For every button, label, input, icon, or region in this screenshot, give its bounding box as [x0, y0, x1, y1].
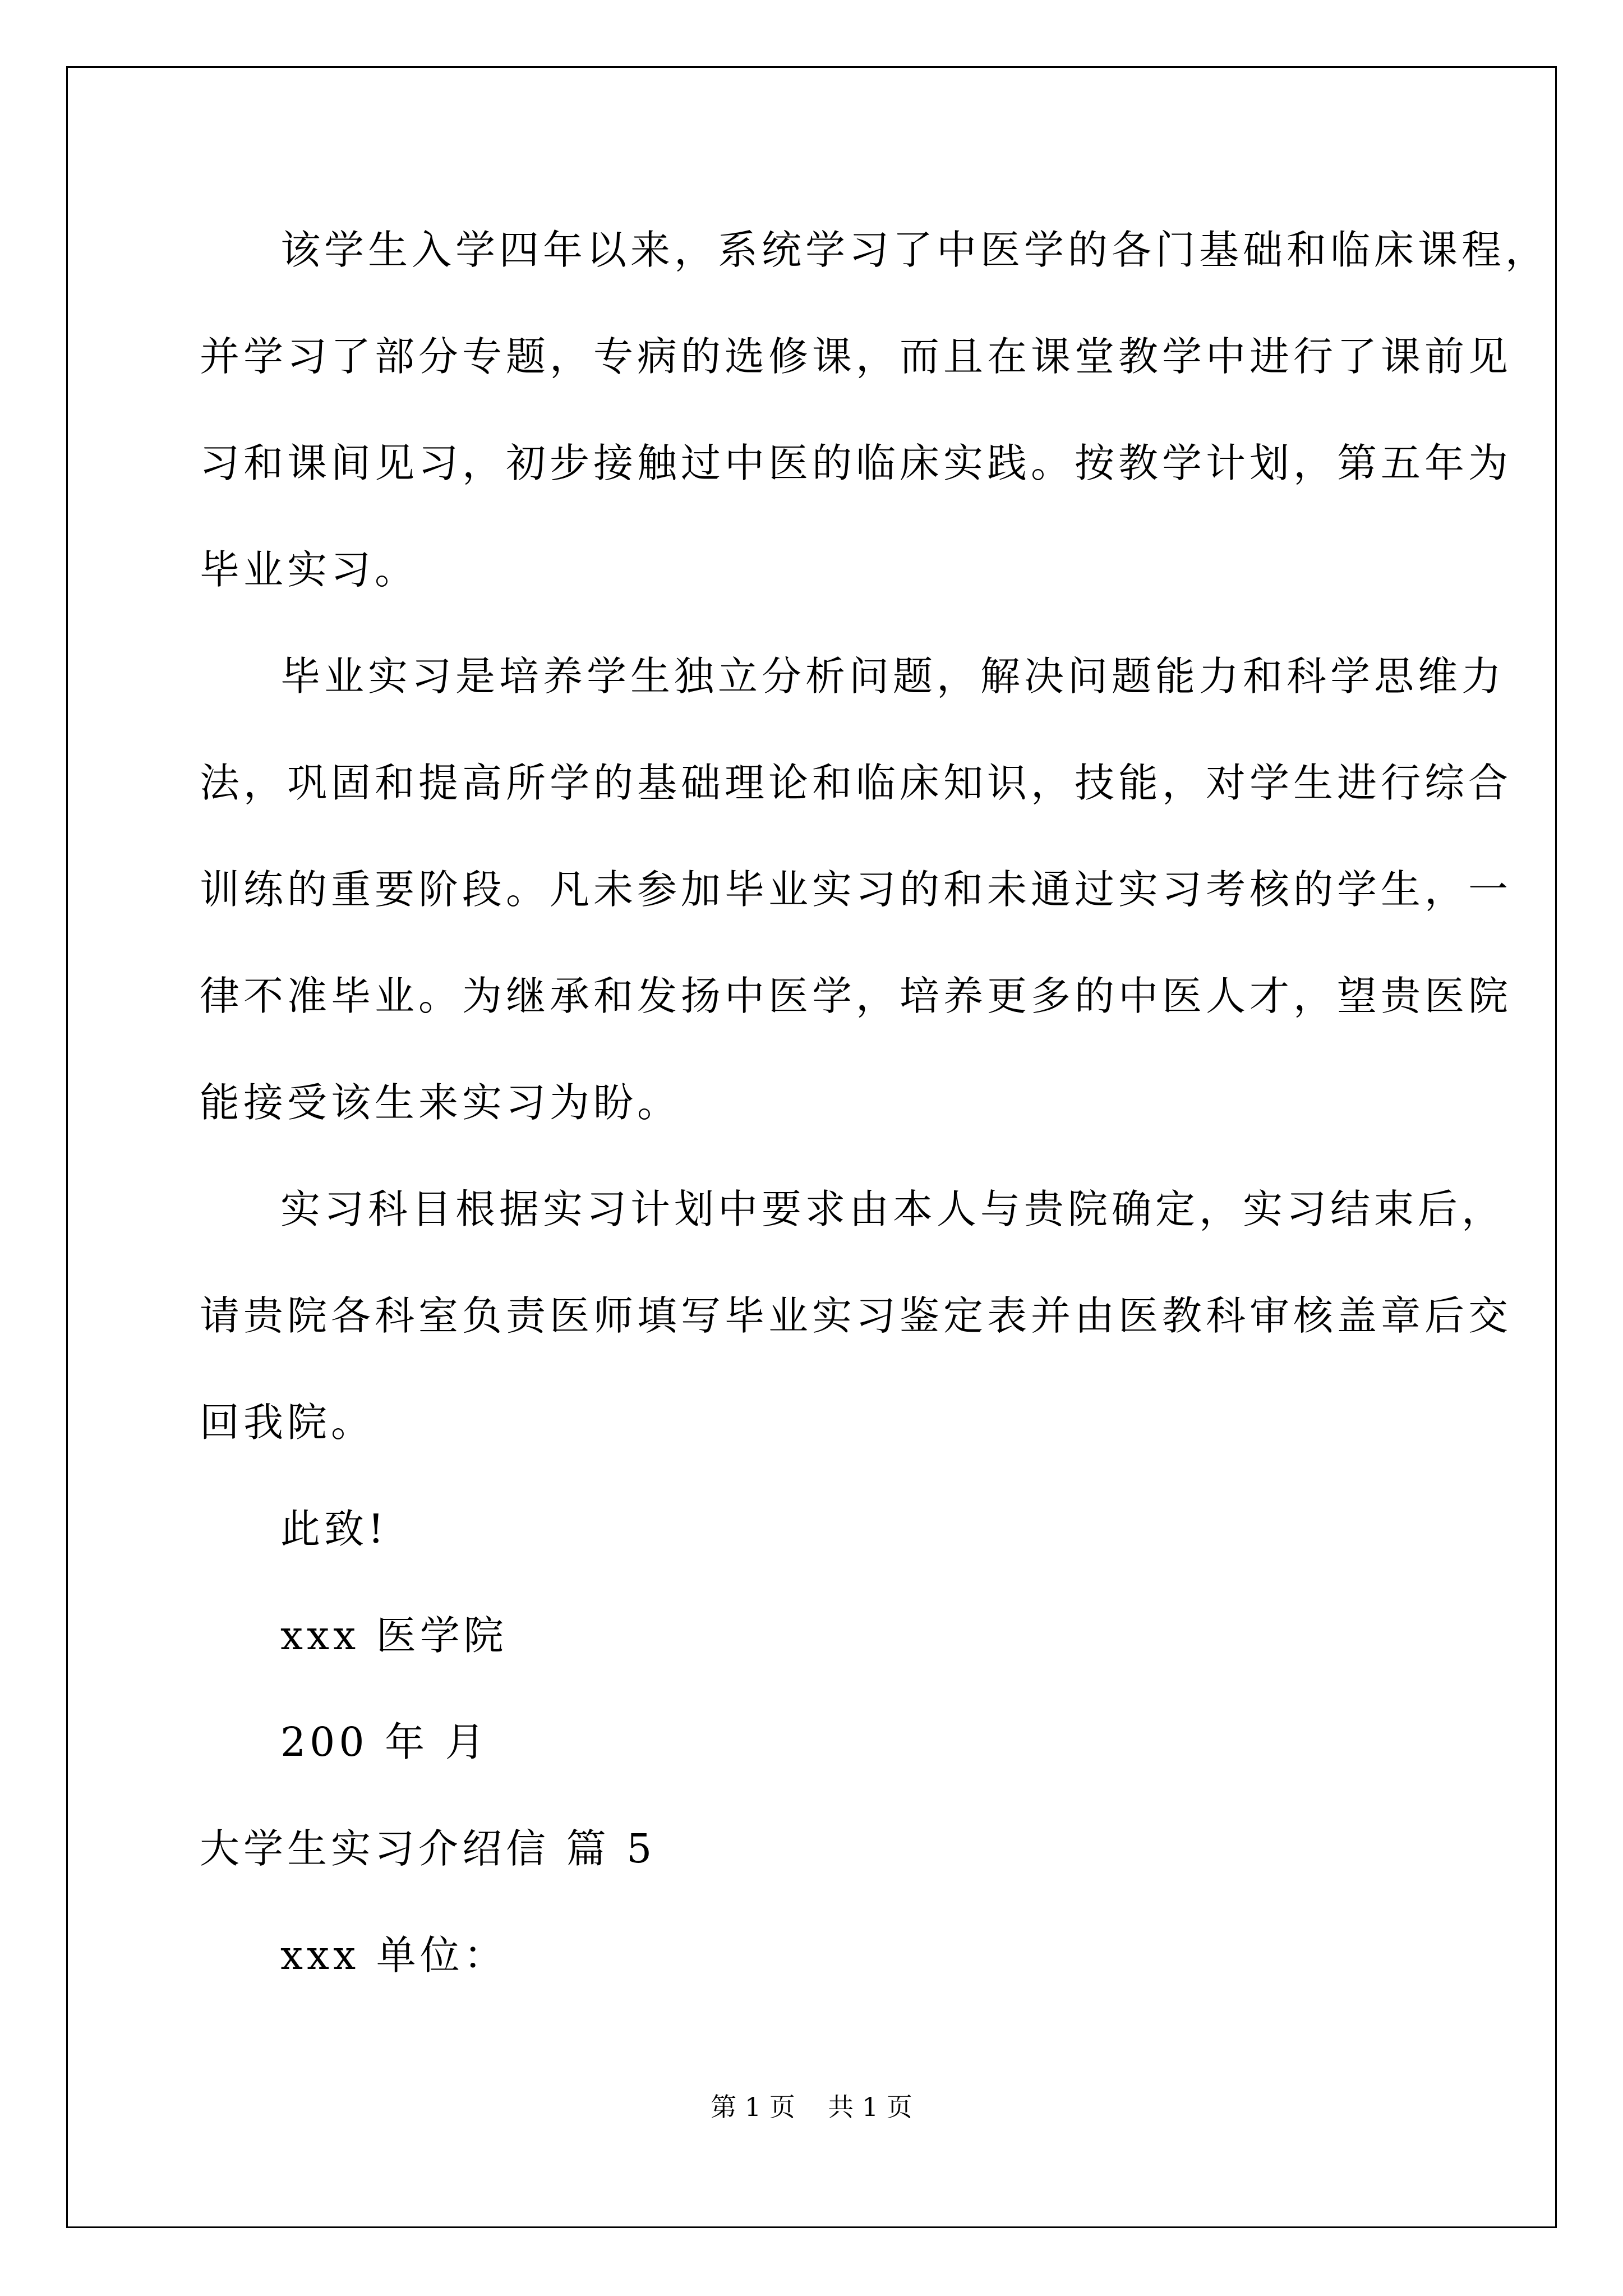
closing-salutation: 此致!: [280, 1506, 388, 1552]
letter-date: 200 年 月: [280, 1719, 489, 1765]
paragraph-3-line-3: 回我院。: [200, 1399, 375, 1446]
recipient-line: xxx 单位：: [280, 1932, 508, 1978]
page-footer: 第 1 页 共 1 页: [711, 2092, 912, 2122]
page-border: [66, 66, 1557, 2228]
paragraph-3-line-2: 请贵院各科室负责医师填写毕业实习鉴定表并由医教科审核盖章后交: [200, 1292, 1513, 1339]
paragraph-2-line-4: 律不准毕业。为继承和发扬中医学，培养更多的中医人才，望贵医院: [200, 973, 1513, 1019]
paragraph-2-line-5: 能接受该生来实习为盼。: [200, 1079, 681, 1126]
section-heading: 大学生实习介绍信 篇 5: [200, 1825, 656, 1872]
paragraph-2-line-1: 毕业实习是培养学生独立分析问题，解决问题能力和科学思维力: [280, 653, 1506, 700]
sender-name: xxx 医学院: [280, 1612, 508, 1659]
paragraph-2-line-2: 法，巩固和提高所学的基础理论和临床知识，技能，对学生进行综合: [200, 760, 1513, 806]
paragraph-1-line-3: 习和课间见习，初步接触过中医的临床实践。按教学计划，第五年为: [200, 440, 1513, 486]
paragraph-3-line-1: 实习科目根据实习计划中要求由本人与贵院确定，实习结束后，: [280, 1186, 1506, 1232]
paragraph-2-line-3: 训练的重要阶段。凡未参加毕业实习的和未通过实习考核的学生，一: [200, 866, 1513, 913]
paragraph-1-line-4: 毕业实习。: [200, 546, 419, 593]
paragraph-1-line-1: 该学生入学四年以来，系统学习了中医学的各门基础和临床课程，: [280, 227, 1550, 273]
paragraph-1-line-2: 并学习了部分专题，专病的选修课，而且在课堂教学中进行了课前见: [200, 333, 1513, 380]
